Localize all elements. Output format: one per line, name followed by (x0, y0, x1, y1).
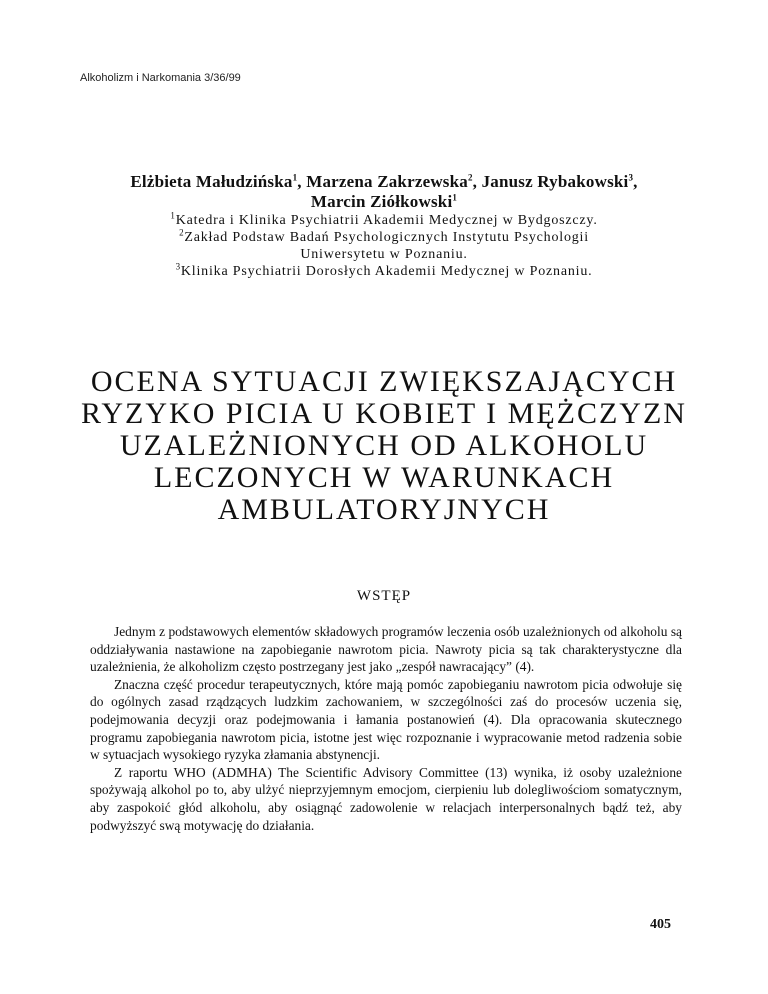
running-head: Alkoholizm i Narkomania 3/36/99 (80, 72, 241, 84)
author-name: Elżbieta Małudzińska (130, 172, 293, 191)
title-line: OCENA SYTUACJI ZWIĘKSZAJĄCYCH (90, 365, 678, 398)
authors-line-2 (60, 192, 708, 212)
paragraph: Z raportu WHO (ADMHA) The Scientific Advisory Committee (13) wynika, iż osoby uzależnione spożywają alkohol po to, aby ulżyć nieprzyjemnym emocjom, cierpieniu lub dolegliwościom somatycznym, aby zaspokoić głód alkoholu, aby osiągnąć zadowolenie w relacjach interpersonalnych bądź też, aby podwyższyć swą motywację do działania. (90, 764, 682, 833)
title-line: LECZONYCH W WARUNKACH (153, 461, 615, 494)
paragraph: Jednym z podstawowych elementów składowych programów leczenia osób uzależnionych od alkoholu są oddziaływania nastawione na zapobieganie nawrotom picia. Nawroty picia są tak charakterystyczne dla uzależnienia, że alkoholizm często postrzegany jest jako „zespół nawracający” (4). (90, 624, 682, 675)
affiliation-line (60, 229, 708, 246)
article-title (60, 366, 708, 526)
paragraph: Znaczna część procedur terapeutycznych, które mają pomóc zapobieganiu nawrotom picia odwołuje się do ogólnych zasad rządzących ludzkim zachowaniem, w szczególności zaś do procesów uczenia się, podejmowania decyzji oraz podejmowania i łamania postanowień (4). Dla opracowania skutecznego programu zapobiegania nawrotom picia, istotne jest więc rozpoznanie i wypracowanie metod radzenia sobie w sytuacjach wysokiego ryzyka złamania abstynencji. (90, 676, 682, 763)
affiliation-text: Katedra i Klinika Psychiatrii Akademii Medycznej w Bydgoszczy. (175, 213, 598, 228)
title-line: UZALEŻNIONYCH OD ALKOHOLU (119, 429, 649, 462)
affiliation-mark: 1 (170, 210, 176, 221)
author-affiliation-mark: 2 (467, 172, 473, 183)
authors-line-1: Elżbieta Małudzińska$^1$, Marzena Zakrzewska$^2$, Janusz Rybakowski$^3$, (130, 172, 638, 191)
author-affiliation-mark: 1 (292, 172, 298, 183)
affiliation-mark: 3 (175, 261, 181, 272)
affiliation-line (60, 263, 708, 280)
title-line: AMBULATORYJNYCH (217, 493, 551, 526)
author-name: Marcin Ziółkowski (310, 192, 453, 211)
body-text (90, 623, 682, 834)
affiliation-text: Zakład Podstaw Badań Psychologicznych Instytutu Psychologii (184, 230, 589, 245)
author-affiliation-mark: 1 (452, 192, 458, 203)
affiliation-mark: 2 (179, 227, 185, 238)
author-affiliation-mark: 3 (628, 172, 634, 183)
affiliation-line (60, 246, 708, 263)
section-heading: WSTĘP (356, 588, 412, 604)
page-number: 405 (650, 917, 671, 932)
author-block (60, 172, 708, 280)
author-name: Marzena Zakrzewska (306, 172, 468, 191)
affiliation-text: Uniwersytetu w Poznaniu. (300, 247, 468, 262)
author-name: Janusz Rybakowski (481, 172, 629, 191)
affiliation-text: Klinika Psychiatrii Dorosłych Akademii Medycznej w Poznaniu. (180, 264, 593, 279)
affiliation-line (60, 212, 708, 229)
title-line: RYZYKO PICIA U KOBIET I MĘŻCZYZN (81, 397, 687, 430)
